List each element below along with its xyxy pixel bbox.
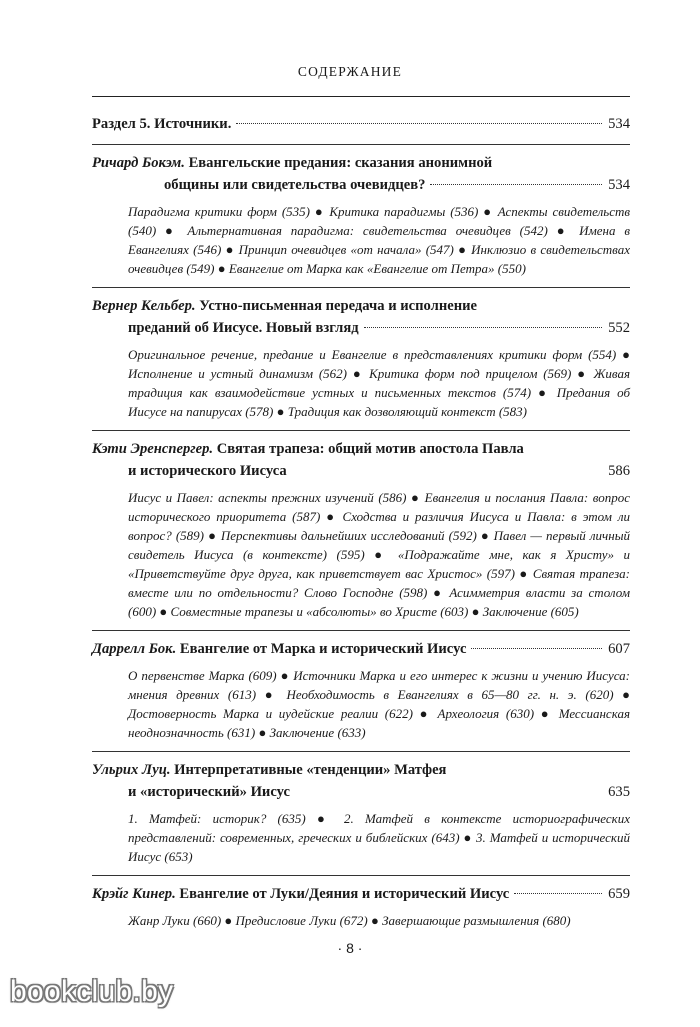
table-of-contents — [92, 106, 630, 939]
entry-page-number: 534 — [608, 177, 630, 193]
dot-leader — [471, 648, 602, 649]
dot-leader — [292, 470, 602, 471]
entry-title-part: Евангельские предания: сказания анонимной — [188, 155, 493, 171]
entry-title-line — [92, 759, 630, 781]
toc-entry — [92, 288, 630, 431]
entry-subtopics: Парадигма критики форм (535) ● Критика парадигмы (536) ● Аспекты свидетельств (540) ● Альтернативная парадигма: свидетельства очевидцев (542) ● Имена в Евангелиях (546) ● Принцип очевидцев «от начала» (547) ● Инклюзио в свидетельствах очевидцев (549) ● Евангелие от Марка как «Евангелие от Петра» (550) — [128, 204, 630, 276]
entry-title-part: Евангелие от Марка и исторический Иисус — [179, 641, 467, 657]
entry-page-number: 586 — [608, 463, 630, 479]
entry-title-line — [92, 883, 509, 905]
entry-title-part: Евангелие от Луки/Деяния и исторический Иисус — [179, 886, 510, 902]
entry-author: Кэти Эренспергер. — [92, 441, 214, 457]
entry-page-number: 552 — [608, 320, 630, 336]
toc-entry — [92, 752, 630, 876]
dot-leader — [295, 791, 602, 792]
entry-author: Даррелл Бок. — [92, 641, 177, 657]
dot-leader — [364, 327, 602, 328]
dot-leader — [514, 893, 602, 894]
entry-title-line — [92, 438, 630, 460]
entry-page-number: 607 — [608, 641, 630, 657]
entry-subtopics: Жанр Луки (660) ● Предисловие Луки (672) ● Завершающие размышления (680) — [128, 913, 571, 928]
entry-subtopics: Оригинальное речение, предание и Евангелие в представлениях критики форм (554) ● Исполнение и устный динамизм (562) ● Критика форм под прицелом (569) ● Живая традиция как взаимодействие устных и письменных текстов (574) ● Предания об Иисусе на папирусах (578) ● Традиция как дозволяющий контекст (583) — [128, 347, 630, 419]
header-rule — [92, 96, 630, 97]
entry-title-part: и исторического Иисуса — [128, 463, 287, 479]
entry-title-part: Интерпретативные «тенденции» Матфея — [174, 762, 447, 778]
toc-entry — [92, 876, 630, 939]
dot-leader — [236, 123, 602, 124]
entry-title-part: и «исторический» Иисус — [128, 784, 290, 800]
entry-subtopics: О первенстве Марка (609) ● Источники Марка и его интерес к жизни и учению Иисуса: мнения древних (613) ● Необходимость в Евангелиях в 65—80 гг. н. э. (620) ● Достоверность Марка и иудейские реалии (622) ● Археология (630) ● Мессианская неоднозначность (631) ● Заключение (633) — [128, 668, 630, 740]
entry-author: Ричард Бокэм. — [92, 155, 185, 171]
entry-author: Вернер Кельбер. — [92, 298, 196, 314]
toc-section-entry — [92, 106, 630, 145]
toc-entry — [92, 145, 630, 288]
toc-entry — [92, 631, 630, 752]
entry-title-line — [92, 638, 466, 660]
entry-author: Крэйг Кинер. — [92, 886, 176, 902]
entry-page-number: 635 — [608, 784, 630, 800]
entry-title-line — [92, 295, 630, 317]
entry-title-part: общины или свидетельства очевидцев? — [164, 177, 426, 193]
dot-leader — [430, 184, 602, 185]
entry-author: Ульрих Луц. — [92, 762, 171, 778]
entry-title-line — [92, 152, 630, 174]
section-page-number: 534 — [608, 116, 630, 132]
page-number: · 8 · — [337, 940, 363, 956]
entry-title-part: Устно-письменная передача и исполнение — [199, 298, 478, 314]
page-header-title: СОДЕРЖАНИЕ — [297, 64, 403, 79]
toc-entry — [92, 431, 630, 631]
entry-subtopics: Иисус и Павел: аспекты прежних изучений (586) ● Евангелия и послания Павла: вопрос исторического приоритета (587) ● Сходства и различия Иисуса и Павла: в этом ли вопрос? (589) ● Перспективы дальнейших исследований (592) ● Павел — первый личный свидетель Иисуса (в контексте) (595) ● «Подражайте мне, как я Христу» и «Приветствуйте друг друга, как приветствует вас Христос» (597) ● Святая трапеза: вместе или по отдельности? Слово Господне (598) ● Асимметрия власти за столом (600) ● Совместные трапезы и «абсолюты» во Христе (603) ● Заключение (605) — [128, 490, 630, 619]
entry-page-number: 659 — [608, 886, 630, 902]
section-title: Раздел 5. Источники. — [92, 116, 232, 132]
entry-subtopics: 1. Матфей: историк? (635) ● 2. Матфей в контексте историографических представлений: современных, греческих и библейских (643) ● 3. Матфей и исторический Иисус (653) — [128, 811, 630, 864]
entry-title-part: преданий об Иисусе. Новый взгляд — [128, 320, 359, 336]
watermark-logo: bookclub.by — [10, 975, 174, 1008]
entry-title-part: Святая трапеза: общий мотив апостола Павла — [216, 441, 524, 457]
